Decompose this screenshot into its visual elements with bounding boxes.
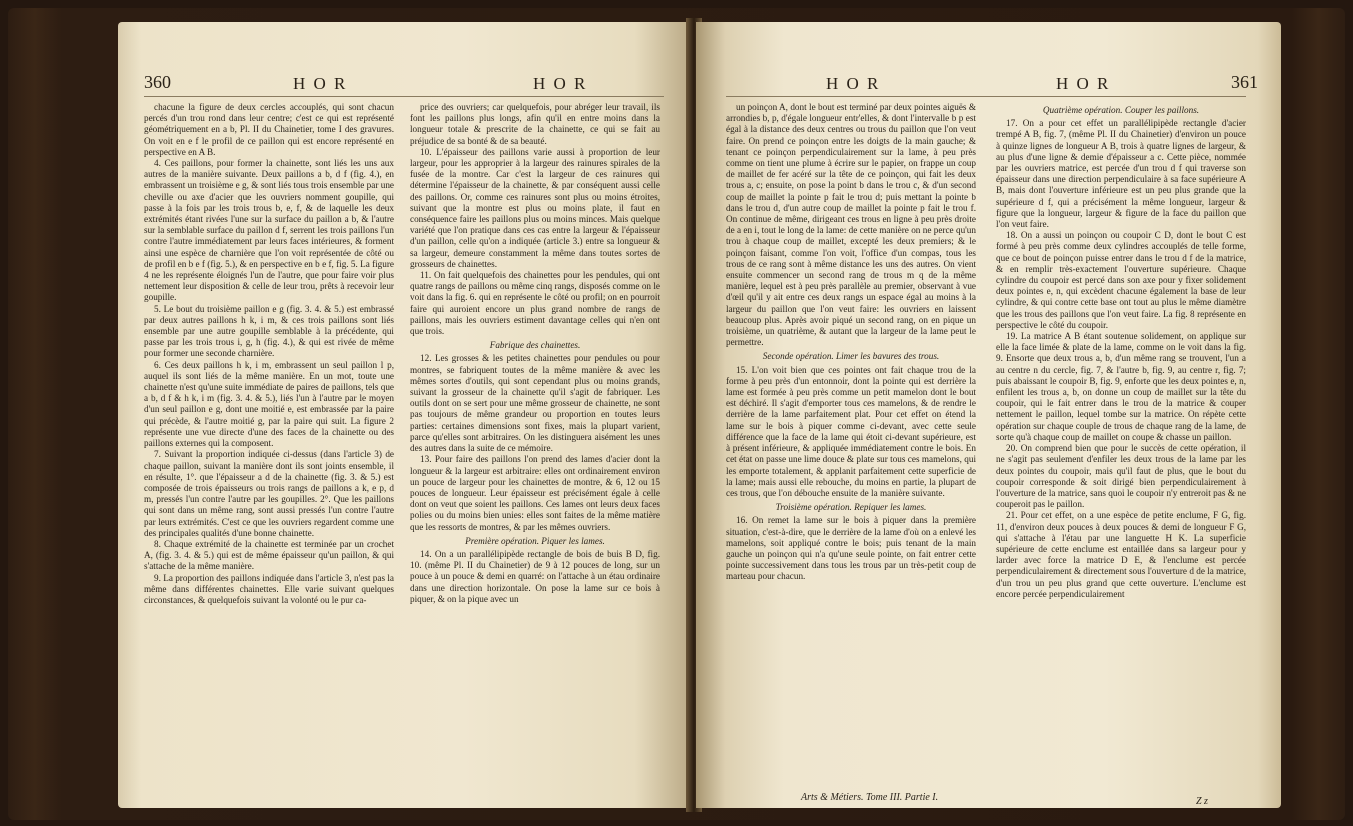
paragraph: 20. On comprend bien que pour le succès de cette opération, il ne s'agit pas seulement d'enfiler les deux trous de la lame par les deux pointes du coupoir, mais qu'il faut de plus, que le bout du coupoir corresponde & soit dirigé bien perpendiculairement à l'ouverture de la matrice, sans quoi le coupoir n'y entreroit pas & ne couperoit pas le paillon. bbox=[996, 443, 1246, 510]
left-folio: 360 bbox=[144, 72, 171, 92]
section-heading: Troisième opération. Repiquer les lames. bbox=[775, 502, 927, 513]
paragraph: 8. Chaque extrémité de la chainette est terminée par un crochet A, (fig. 3. 4. & 5.) qui est de même épaisseur qu'un paillon, & qui s'attache de la même manière. bbox=[144, 538, 394, 572]
paragraph: 16. On remet la lame sur le bois à piquer dans la première situation, c'est-à-dire, que le derrière de la lame d'où on a enlevé les mamelons, soit appliqué contre le bois; puis tenant de la main gauche un poinçon qui n'a qu'une seule pointe, on fait entrer cette pointe successivement dans tous les trous par un très-petit coup de marteau pour chacun. bbox=[726, 515, 976, 582]
left-column-1 bbox=[144, 102, 394, 606]
left-running-head-1: H O R bbox=[293, 74, 348, 93]
book-spread bbox=[8, 8, 1345, 820]
section-heading: Fabrique des chainettes. bbox=[489, 340, 581, 351]
paragraph: 6. Ces deux paillons h k, i m, embrassent un seul paillon l p, auquel ils sont liés de la même manière. En un mot, toute une chainette n'est qu'une suite immédiate de paires de paillons, tels que a b, d f & h k, i m (fig. 3. 4. & 5.), liés l'un à l'autre par le moyen d'un seul paillon e g, dont une moitié e, est embrassée par la paire qui précède, & l'autre moitié g, par la paire qui suit. La figure 2 représente une vue directe d'une des faces de la chainette ou des paillons externes qui la composent. bbox=[144, 359, 394, 449]
paragraph: 18. On a aussi un poinçon ou coupoir C D, dont le bout C est formé à peu près comme deux cylindres accouplés de telle forme, que ce bout de poinçon puisse entrer dans le trou d f de la matrice, & en remplir très-exactement l'ouverture supérieure. Chaque cylindre du coupoir est percé dans son axe pour y fixer solidement deux pointes e, n, qui excèdent chacune également la base de leur cylindre, & qui contre cette base ont tout au plus le même diamètre que les trous des paillons que l'on veut faire. La fig. 8 représente en perspective le côté du coupoir. bbox=[996, 230, 1246, 330]
right-footer-mark: Z z bbox=[1196, 796, 1208, 807]
left-head-rule bbox=[144, 96, 664, 97]
right-folio: 361 bbox=[1231, 72, 1258, 92]
section-heading: Seconde opération. Limer les bavures des trous. bbox=[762, 351, 940, 362]
paragraph: chacune la figure de deux cercles accouplés, qui sont chacun percés d'un trou rond dans leur centre; c'est ce qui est représenté géométriquement en a b, Pl. II du Chainetier, tome I des gravures. On voit en e f le profil de ce paillon qui est encore représenté en perspective en A B. bbox=[144, 102, 394, 157]
right-column-2 bbox=[996, 102, 1246, 600]
paragraph: 15. L'on voit bien que ces pointes ont fait chaque trou de la forme à peu près d'un entonnoir, dont la pointe qui est derrière la lame est formée à peu près comme un petit mamelon dont le bout est déchiré. Il s'agit d'emporter tous ces mamelons, & de rendre le derrière de la lame parfaitement plat. Pour cet effet on étend la lame sur le bois à piquer comme ci-devant, avec cette seule différence que la face de la lame qui étoit ci-devant supérieure, est à présent inférieure, & appliquée immédiatement contre le bois. En cet état on passe une lime douce & plate sur tous ces mamelons, qui les emporte totalement, & applanit parfaitement cette superficie de la lame; mais aussi elle rebouche, du moins en partie, la plupart de ces trous, que l'on débouche ensuite de la manière suivante. bbox=[726, 364, 976, 498]
paragraph: 21. Pour cet effet, on a une espèce de petite enclume, F G, fig. 11, d'environ deux pouces à deux pouces & demi de longueur F G, qui s'attache à l'étau par une languette H K. La superficie supérieure de cette enclume est entaillée dans sa largeur pour y larder avec force la matrice D E, & l'enclume est percée perpendiculairement & directement sous l'ouverture d de la matrice, d'un trou un peu plus grand que cette ouverture. L'enclume est encore percée perpendiculairement bbox=[996, 510, 1246, 599]
paragraph: 7. Suivant la proportion indiquée ci-dessus (dans l'article 3) de chaque paillon, suivant la manière dont ils sont joints ensemble, il en résulte, 1°. que l'épaisseur a d de la chainette (fig. 3. & 5.) est composée de trois épaisseurs ou trois rangs de paillons a k, e p, d m, pressés l'un contre l'autre par les goupilles. 2°. Que les paillons qui sont dans un même rang, sont aussi pressés l'un contre l'autre par leurs extrémités. C'est ce que les ouvriers regardent comme une des principales qualités d'une bonne chainette. bbox=[144, 449, 394, 538]
right-head-rule bbox=[726, 96, 1246, 97]
paragraph: un poinçon A, dont le bout est terminé par deux pointes aiguës & arrondies b, p, d'égale longueur entr'elles, & dont l'intervalle b p est égal à la distance des deux centres ou trous du paillon que l'on veut faire. On prend ce poinçon entre les doigts de la main gauche; & tenant ce poinçon perpendiculairement sur la lame, à peu près comme on tient une plume à écrire sur le papier, on frappe un coup de maillet de fer acéré sur la tête de ce poinçon, qui fait les deux trous a, c; ensuite, on pose la point b dans le trou c, & d'un second coup de maillet la pointe p fait le trou d; puis mettant la pointe b dans le trou d, d'un autre coup de maillet la pointe p fait le trou f. On continue de même, dirigeant ces trous en ligne à peu près droite de a en i, tout le long de la lame: de cette manière on ne perce qu'un trou à chaque coup de maillet, excepté les deux premiers; & le poinçon faisant, comme l'on voit, l'office d'un compas, tous les trous de ce rang sont à même distance les uns des autres. On vient ensuite commencer un second rang de trous m q de la même manière, lequel est à peu près parallèle au premier, observant à vue d'œil qu'il y ait entre ces deux rangs un espace égal au moins à la largeur du paillon que l'on veut faire: les ouvriers en laissent beaucoup plus. Après avoir piqué un second rang, on en pique un troisième, un quatrième, & autant que la largeur de la lame peut le permettre. bbox=[726, 102, 976, 348]
paragraph: 14. On a un parallélipipède rectangle de bois de buis B D, fig. 10. (même Pl. II du Chainetier) de 9 à 12 pouces de long, sur un pouce à un pouce & demi en quarré: on l'attache à un étau ordinaire dans une direction horizontale. On pose la lame sur ce bois à piquer, & on la pique avec un bbox=[410, 548, 660, 604]
left-running-head-2: H O R bbox=[533, 74, 588, 93]
right-running-head-1: H O R bbox=[826, 74, 881, 93]
right-footer-signature: Arts & Métiers. Tome III. Partie I. bbox=[801, 792, 939, 803]
paragraph: 12. Les grosses & les petites chainettes pour pendules ou pour montres, se fabriquent toutes de la même manière & avec les mêmes sortes d'outils, qui sont cependant plus ou moins grands, suivant la grosseur de la chainette qu'il s'agit de fabriquer. Les outils dont on se sert pour une même grosseur de chainette, ne sont pas toujours de même grandeur ou proportion en toutes leurs parties: certaines dimensions sont fixes, mais la plupart varient, parce qu'elles sont arbitraires. On les distinguera aisément les unes des autres dans la suite de ce mémoire. bbox=[410, 353, 660, 454]
right-column-1 bbox=[726, 102, 976, 583]
paragraph: 11. On fait quelquefois des chainettes pour les pendules, qui ont quatre rangs de paillons ou même cinq rangs, disposés comme on le voit dans la fig. 6. qui en représente le côté ou profil; on en pourroit faire qui auroient encore un plus grand nombre de rangs de paillons, mais les ouvriers estiment davantage celles qui n'en ont que trois. bbox=[410, 270, 660, 337]
paragraph: 17. On a pour cet effet un parallélipipède rectangle d'acier trempé A B, fig. 7, (même Pl. II du Chainetier) d'environ un pouce à quinze lignes de longueur A B, trois à quatre lignes de largeur, & au plus d'une ligne & demie d'épaisseur a c. Cette pièce, nommée par les ouvriers matrice, est percée d'un trou d f qui traverse son épaisseur dans une direction perpendiculaire à sa face supérieure A B, mais dont l'ouverture inférieure est un peu plus grande que la supérieure d f, qui a précisément la même longueur, largeur & figure que la longueur, largeur & figure de la face du paillon que l'on veut faire. bbox=[996, 118, 1246, 230]
paragraph: 19. La matrice A B étant soutenue solidement, on applique sur elle la face limée & plate de la lame, comme on le voit dans la fig. 9. Ensorte que deux trous a, b, d'un même rang se trouvent, l'un a au centre n du cercle, fig. 7, & l'autre b, fig. 9, au centre r, fig. 7; puis abaissant le coupoir B, fig. 9, enforte que les deux pointes e, n, enfilent les trous a, b, on donne un coup de maillet sur la tête du coupoir, qui le fait entrer dans le trou de la matrice & couper nettement le paillon, lequel tombe sur la matrice. On répète cette opération sur chaque couple de trous de chaque rang de la lame, de sorte qu'à chaque coup de maillet on coupe & chasse un paillon. bbox=[996, 331, 1246, 442]
right-page bbox=[696, 22, 1281, 808]
section-heading: Première opération. Piquer les lames. bbox=[465, 535, 605, 546]
paragraph: 13. Pour faire des paillons l'on prend des lames d'acier dont la longueur & la largeur est arbitraire: elles ont ordinairement environ un pouce de largeur pour les chainettes de montre, & 6, 12 ou 15 pouces de longueur. Leur épaisseur est précisément égale à celle dont on veut que soient les paillons. Ces lames ont leurs deux faces polies ou du moins bien unies: elles sont faites de la même matière que les ressorts de montres, & par les mêmes ouvriers. bbox=[410, 454, 660, 532]
left-column-2 bbox=[410, 102, 660, 605]
paragraph: 10. L'épaisseur des paillons varie aussi à proportion de leur largeur, pour les approprier à la largeur des rainures spirales de la fusée de la montre. Car c'est la largeur de ces rainures qui détermine l'épaisseur de la chainette, & par conséquent aussi celle des paillons. Or, comme ces rainures sont plus ou moins étroites, suivant que la montre est plus ou moins plate, il faut en conséquence faire les paillons plus ou moins minces. Mais quelque variété que l'on pratique dans ces cas entre la largeur & l'épaisseur d'un paillon, celle qu'on a indiquée (article 3.) entre sa longueur & sa largeur, demeure constamment la même dans toutes sortes de grosseurs de chainettes. bbox=[410, 146, 660, 269]
paragraph: price des ouvriers; car quelquefois, pour abréger leur travail, ils font les paillons plus longs, afin qu'il en entre moins dans la longueur totale & prescrite de la chainette, ce qui se fait au préjudice de sa bonté & de sa beauté. bbox=[410, 102, 660, 146]
right-running-head-2: H O R bbox=[1056, 74, 1111, 93]
paragraph: 4. Ces paillons, pour former la chainette, sont liés les uns aux autres de la manière suivante. Deux paillons a b, d f (fig. 4.), en embrassent un troisième e g, & sont liés tous trois ensemble par une cheville ou axe d'acier que les ouvriers nomment goupille, qui passe à la fois par les trois trous b, e, f, & de laquelle les deux extrémités étant rivées l'une sur la surface du paillon a b, & l'autre sur la semblable surface du paillon d f, serrent les trois paillons l'un contre l'autre immédiatement par leurs faces intérieures, & forment ainsi une espèce de charnière que l'on voit représentée de côté ou de profil en b e f (fig. 5.), & en perspective en b e f, fig. 5. La figure 4 ne les représente éloignés l'un de l'autre, que pour faire voir plus nettement leur disposition & celle de leur trou, prêts à recevoir leur goupille. bbox=[144, 158, 395, 303]
paragraph: 9. La proportion des paillons indiquée dans l'article 3, n'est pas la même dans différentes chainettes. Elle varie suivant quelques circonstances, & quelquefois suivant la volonté ou le pur ca- bbox=[144, 572, 394, 605]
left-page bbox=[118, 22, 692, 808]
paragraph: 5. Le bout du troisième paillon e g (fig. 3. 4. & 5.) est embrassé par deux autres paillons h k, i m, & ces trois paillons sont liés ensemble par une autre goupille semblable à la précédente, qui passe par les trois trous i, g, h (fig. 4.), & qui est rivée de même pour former une seconde charnière. bbox=[144, 303, 394, 359]
section-heading: Quatrième opération. Couper les paillons. bbox=[1042, 105, 1200, 115]
